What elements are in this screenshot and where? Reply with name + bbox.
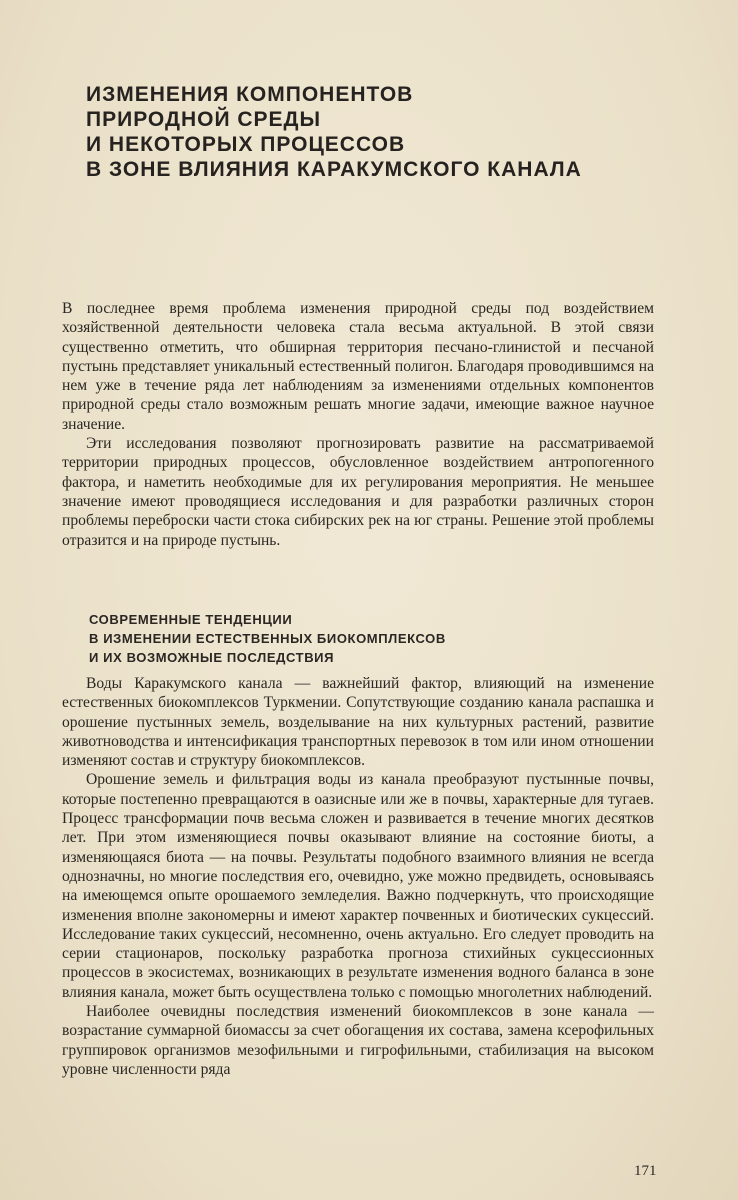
section-paragraph: Орошение земель и фильтрация воды из канала преобразуют пустынные почвы, которые постепенно превращаются в оазисные или же в почвы, характерные для тугаев. Процесс трансформации почв весьма сложен и развивается в течение многих десятков лет. При этом изменяющиеся почвы оказывают влияние на состояние биоты, а изменяющаяся биота — на почвы. Результаты подобного взаимного влияния не всегда однозначны, но многие последствия его, очевидно, уже можно предвидеть, основываясь на имеющемся опыте орошаемого земледелия. Важно подчеркнуть, что происходящие изменения вполне закономерны и имеют характер почвенных и биотических сукцессий. Исследование таких сукцессий, несомненно, очень актуально. Его следует проводить на серии стационаров, поскольку разработка прогноза стихийных сукцессионных процессов в экосистемах, возникающих в результате изменения водного баланса в зоне влияния канала, может быть осуществлена только с помощью многолетних наблюдений.: [62, 771, 654, 1001]
section-heading-line: В ИЗМЕНЕНИИ ЕСТЕСТВЕННЫХ БИОКОМПЛЕКСОВ: [89, 631, 446, 646]
article-title-line: ПРИРОДНОЙ СРЕДЫ: [86, 108, 322, 131]
article-title-line: В ЗОНЕ ВЛИЯНИЯ КАРАКУМСКОГО КАНАЛА: [86, 158, 582, 181]
article-title: [86, 82, 646, 182]
section-heading-line: СОВРЕМЕННЫЕ ТЕНДЕНЦИИ: [89, 612, 293, 627]
section-heading: [89, 610, 609, 667]
section-text: [62, 674, 654, 1079]
article-title-line: ИЗМЕНЕНИЯ КОМПОНЕНТОВ: [86, 83, 414, 106]
intro-text: [62, 299, 654, 550]
article-title-line: И НЕКОТОРЫХ ПРОЦЕССОВ: [86, 133, 406, 156]
intro-paragraph: Эти исследования позволяют прогнозировать развитие на рассматриваемой территории природных процессов, обусловленное воздействием антропогенного фактора, и наметить необходимые для их регулирования мероприятия. Не меньшее значение имеют проводящиеся исследования и для разработки различных сторон проблемы переброски части стока сибирских рек на юг страны. Решение этой проблемы отразится и на природе пустынь.: [62, 435, 654, 549]
section-heading-line: И ИХ ВОЗМОЖНЫЕ ПОСЛЕДСТВИЯ: [89, 650, 335, 665]
section-paragraph: Наиболее очевидны последствия изменений биокомплексов в зоне канала — возрастание суммарной биомассы за счет обогащения их состава, замена ксерофильных группировок организмов мезофильными и гигрофильными, стабилизация на высоком уровне численности ряда: [62, 1003, 654, 1078]
page-number: 171: [634, 1163, 657, 1179]
intro-paragraph: В последнее время проблема изменения природной среды под воздействием хозяйственной деятельности человека стала весьма актуальной. В этой связи существенно отметить, что обширная территория песчано-глинистой и песчаной пустынь представляет уникальный естественный полигон. Благодаря проводившимся на нем уже в течение ряда лет наблюдениям за изменениями отдельных компонентов природной среды стало возможным решать многие задачи, имеющие важное научное значение.: [62, 300, 654, 433]
section-paragraph: Воды Каракумского канала — важнейший фактор, влияющий на изменение естественных биокомплексов Туркмении. Сопутствующие созданию канала распашка и орошение пустынных земель, возделывание на них культурных растений, развитие животноводства и интенсификация транспортных перевозок в том или ином отношении изменяют состав и структуру биокомплексов.: [62, 675, 654, 770]
